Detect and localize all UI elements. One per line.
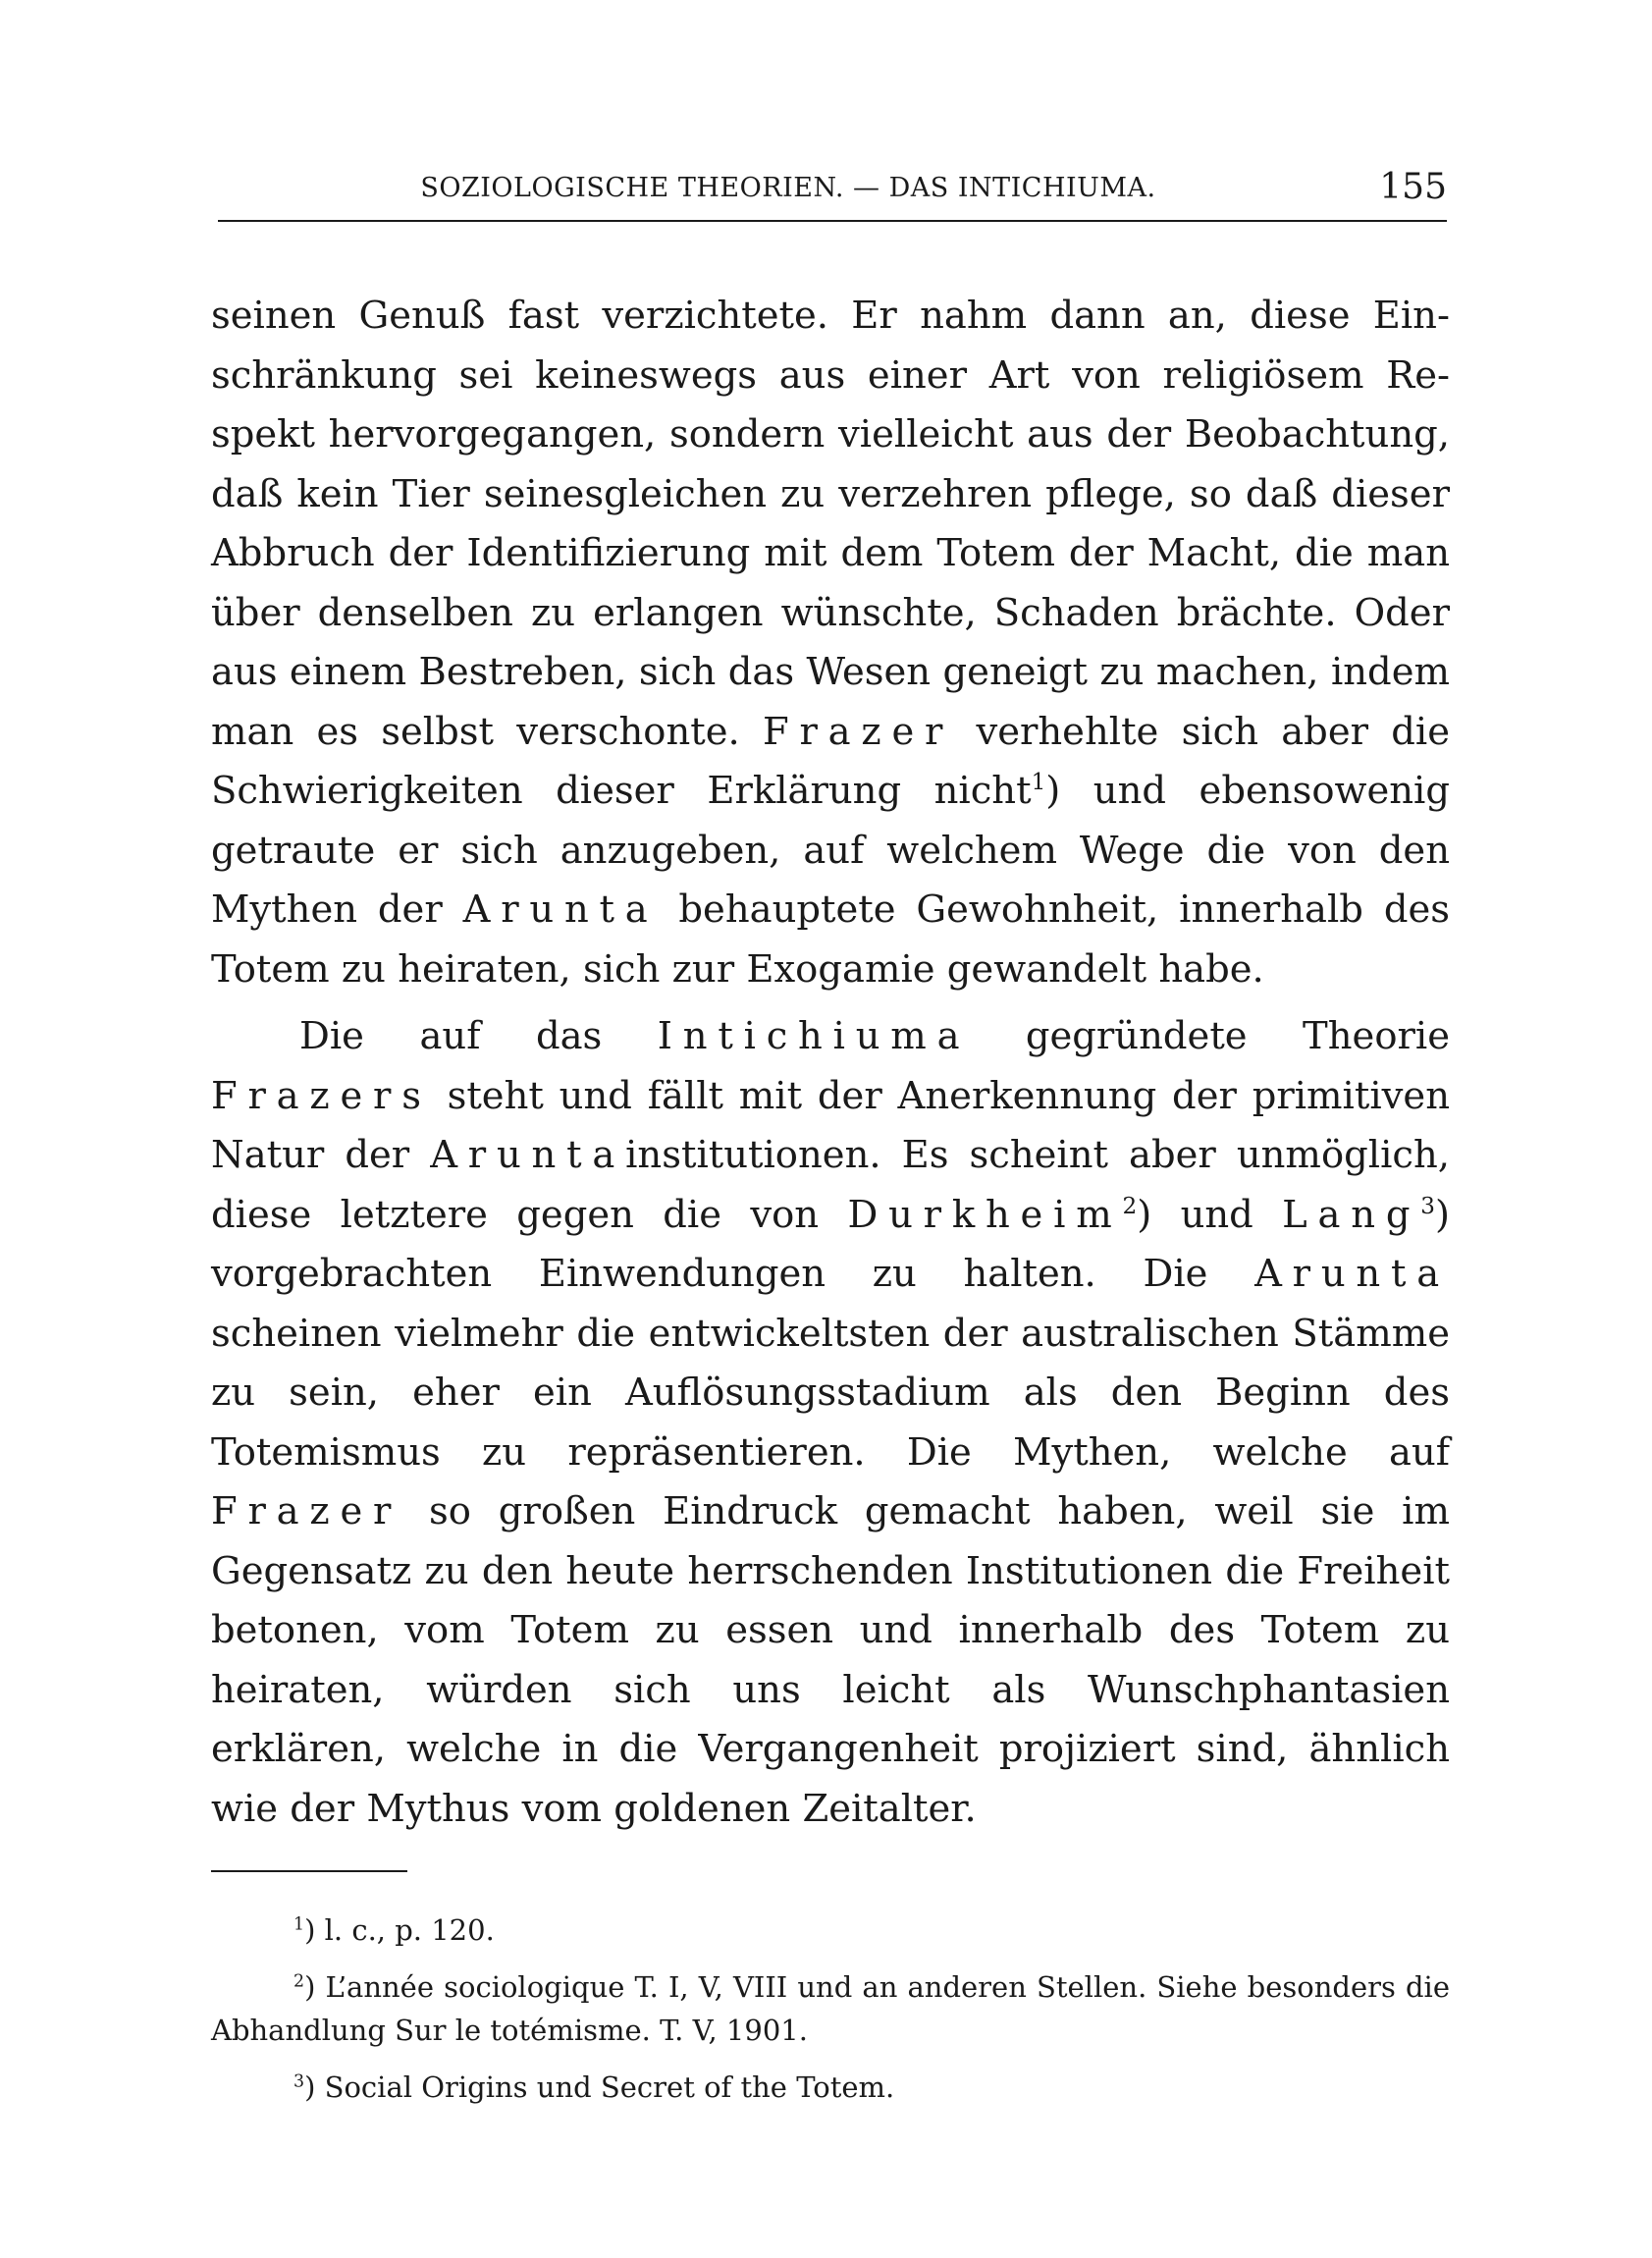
text-run: verhehlte sich aber die Schwierigkeiten dieser Erklärung nicht: [211, 709, 1450, 813]
footnote-text: ) L’année sociologique T. I, V, VIII und an anderen Stellen. Siehe besonders die Abhandlung Sur le totémisme. T. V, 1901.: [211, 1970, 1450, 2047]
footnote-ref-2[interactable]: 2: [1122, 1193, 1138, 1219]
footnote-mark: 2: [293, 1971, 305, 1992]
text-run: behauptete Gewohnheit, innerhalb des Totem zu heiraten, sich zur Exogamie gewandelt habe.: [211, 887, 1451, 992]
ceremony-name: Intichiuma: [657, 1014, 971, 1058]
footnote-text: ) Social Origins und Secret of the Totem.: [304, 2070, 895, 2104]
text-run: institutionen. Es scheint aber unmöglich, diese letztere gegen die von: [211, 1133, 1450, 1237]
tribe-name: Arunta: [430, 1133, 626, 1177]
text-run: seinen Genuß fast verzichtete. Er nahm dann an, diese Einschränkung sei keineswegs aus einer Art von religiösem Respekt hervorgegangen, sondern vielleicht aus der Beobachtung, daß kein Tier seinesgleichen zu verzehren pflege, so daß dieser Abbruch der Identifizierung mit dem Totem der Macht, die man über denselben zu erlangen wünschte, Schaden brächte. Oder aus einem Bestreben, sich das Wesen geneigt zu machen, indem man es selbst verschonte.: [211, 294, 1450, 754]
footnote-1: [211, 1909, 1450, 1952]
author-name: Frazer: [211, 1489, 402, 1533]
author-name: Durkheim: [847, 1192, 1123, 1237]
running-title: SOZIOLOGISCHE THEORIEN. — DAS INTICHIUMA.: [420, 173, 1156, 203]
running-head: [218, 165, 1447, 222]
footnote-mark: 1: [293, 1914, 305, 1935]
tribe-name: Arunta: [462, 887, 659, 932]
author-name: Frazers: [211, 1073, 432, 1118]
tribe-name: Arunta: [1254, 1252, 1450, 1296]
text-run: Die auf das: [299, 1014, 658, 1058]
footnote-2: [211, 1965, 1450, 2052]
text-run: so großen Eindruck gemacht haben, weil sie im Gegensatz zu den heute herrschenden Institutionen die Freiheit betonen, vom Totem zu essen und innerhalb des Totem zu heiraten, würden sich uns leicht als Wunschphantasien erklären, welche in die Vergangenheit projiziert sind, ähnlich wie der Mythus vom goldenen Zeitalter.: [211, 1489, 1450, 1831]
text-run: gegründete Theorie: [970, 1014, 1450, 1058]
text-run: steht und fällt mit der Anerkennung der primitiven Natur der: [211, 1073, 1450, 1177]
author-name: Frazer: [762, 709, 954, 754]
footnote-divider: [211, 1870, 407, 1872]
text-run: ) und: [1137, 1192, 1283, 1237]
footnote-text: ) l. c., p. 120.: [304, 1913, 495, 1947]
paragraph-1: [211, 287, 1450, 999]
page-number: 155: [1379, 167, 1447, 207]
text-run: scheinen vielmehr die entwickeltsten der australischen Stämme zu sein, eher ein Auflösungsstadium als den Beginn des Totemismus zu repräsentieren. Die Mythen, welche auf: [211, 1311, 1450, 1475]
footnote-ref-3[interactable]: 3: [1420, 1193, 1435, 1219]
author-name: Lang: [1282, 1192, 1421, 1237]
paragraph-2: [211, 1007, 1450, 1839]
body-text: [211, 287, 1450, 1839]
text-run: ) und ebensowenig getraute er sich anzugeben, auf welchem Wege die von den Mythen der: [211, 769, 1450, 932]
text-run: ) vorgebrachten Einwendungen zu halten. Die: [211, 1192, 1450, 1296]
footnotes: [211, 1909, 1450, 2123]
footnote-mark: 3: [293, 2071, 305, 2092]
footnote-3: [211, 2066, 1450, 2109]
footnote-ref-1[interactable]: 1: [1031, 770, 1046, 796]
